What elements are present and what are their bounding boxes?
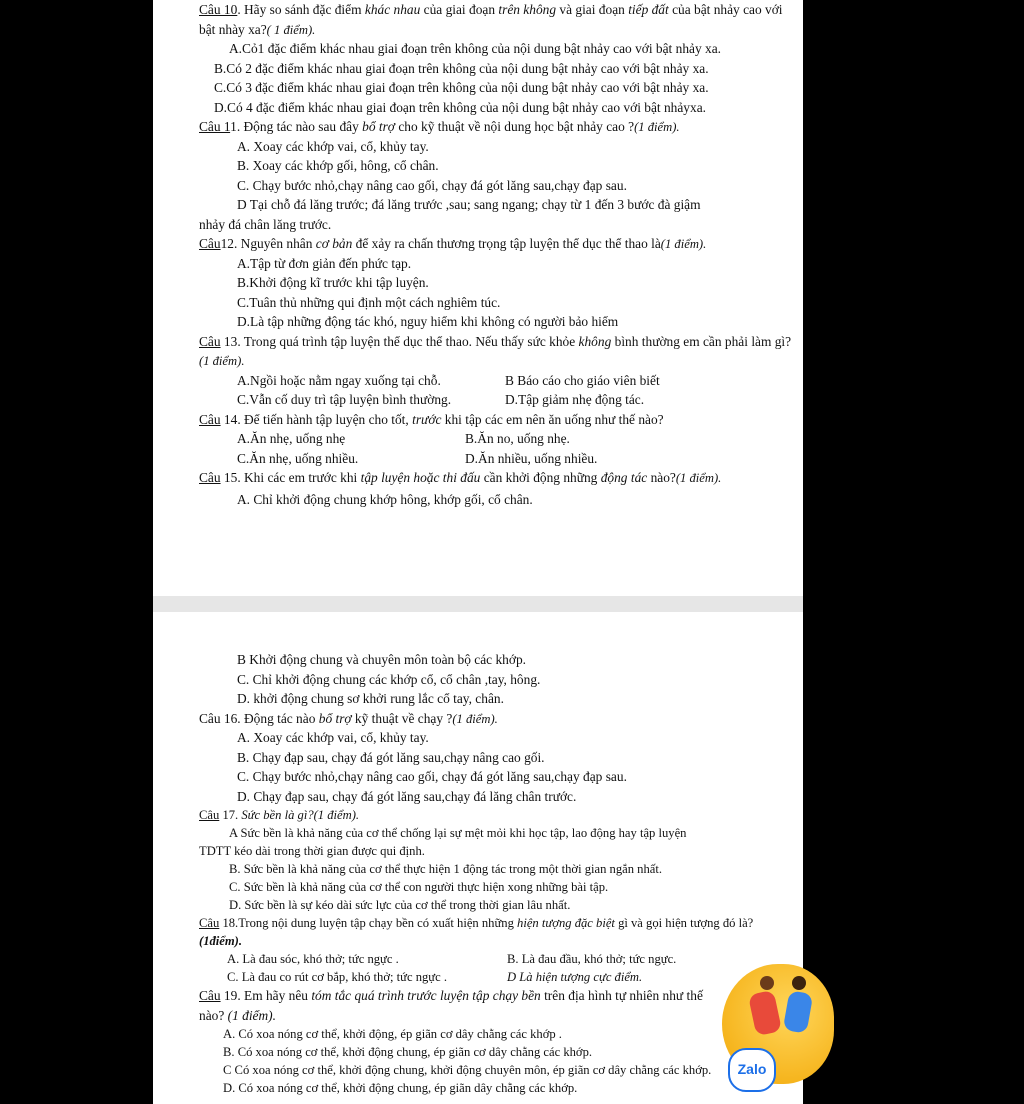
q14-options-row-1 (199, 429, 799, 449)
page-2-content (199, 650, 799, 1097)
q15-option-d: D. khởi động chung sơ khởi rung lắc cổ tay, chân. (237, 691, 504, 706)
question-11: Câu 11. Động tác nào sau đây bổ trợ cho kỹ thuật về nội dung học bật nhảy cao ?(1 điểm). (199, 119, 680, 134)
zalo-chat-button[interactable]: Zalo (728, 1048, 776, 1092)
q14-option-c: C.Ăn nhẹ, uống nhiều. (237, 450, 359, 466)
q14-option-d: D.Ăn nhiều, uống nhiều. (465, 450, 598, 466)
q18-option-a: A. Là đau sóc, khó thở; tức ngực . (227, 952, 399, 966)
q14-options-row-2 (199, 449, 799, 469)
q18-option-b: B. Là đau đầu, khó thở; tức ngực. (507, 952, 677, 966)
question-19-line-2: nào? (1 điểm). (199, 1007, 276, 1023)
q13-option-b: B Báo cáo cho giáo viên biết (505, 372, 660, 388)
question-14: Câu 14. Để tiến hành tập luyện cho tốt, trước khi tập các em nên ăn uống như thế nào? (199, 411, 664, 427)
page-2 (153, 612, 803, 1104)
q11-option-a: A. Xoay các khớp vai, cổ, khủy tay. (237, 138, 429, 154)
q19-option-b: B. Có xoa nóng cơ thể, khởi động chung, ép giãn cơ dây chằng các khớp. (223, 1045, 593, 1059)
q13-option-c: C.Vẫn cố duy trì tập luyện bình thường. (237, 392, 452, 407)
q10-option-b: B.Có 2 đặc điểm khác nhau giai đoạn trên không của nội dung bật nhảy cao với bật nhảy xa. (214, 60, 709, 76)
q17-block (199, 806, 799, 986)
q12-option-b: B.Khởi động kĩ trước khi tập luyện. (237, 275, 429, 290)
page-1 (153, 0, 803, 596)
q10-option-a: A.Cỏ1 đặc điểm khác nhau giai đoạn trên không của nội dung bật nhảy cao với bật nhảy xa. (229, 41, 721, 56)
q16-option-d: D. Chạy đạp sau, chạy đá gót lăng sau,chạy đá lăng chân trước. (237, 788, 577, 804)
q12-option-d: D.Là tập những động tác khó, nguy hiểm khi không có người bảo hiểm (237, 314, 619, 329)
q18-options-row-1 (199, 950, 799, 968)
q18-option-d: D Là hiện tượng cực điểm. (507, 970, 643, 984)
question-16: Câu 16. Động tác nào bổ trợ kỹ thuật về chạy ?(1 điểm). (199, 710, 498, 726)
question-15: Câu 15. Khi các em trước khi tập luyện hoặc thi đấu cần khởi động những động tác nào?(1 điểm). (199, 470, 722, 485)
question-10: Câu 10. Hãy so sánh đặc điểm khác nhau của giai đoạn trên không và giai đoạn tiếp đất của bật nhảy cao với bật nhày xa?( 1 điểm). (199, 2, 783, 37)
q17-option-a-continuation: TDTT kéo dài trong thời gian được qui định. (199, 844, 425, 858)
q10-option-c: C.Có 3 đặc điểm khác nhau giai đoạn trên không của nội dung bật nhảy cao với bật nhảy xa. (214, 80, 709, 95)
q15-option-a: A. Chỉ khởi động chung khớp hông, khớp gối, cổ chân. (237, 491, 533, 507)
q17-option-a: A Sức bền là khả năng của cơ thể chống lại sự mệt mỏi khi học tập, lao động hay tập luyện (229, 826, 687, 840)
q10-option-d: D.Có 4 đặc điểm khác nhau giai đoạn trên không của nội dung bật nhảy cao với bật nhảyxa. (214, 99, 706, 115)
q17-option-c: C. Sức bền là khả năng của cơ thể con người thực hiện xong những bài tập. (229, 880, 609, 894)
q16-option-a: A. Xoay các khớp vai, cổ, khủy tay. (237, 730, 429, 745)
q19-option-d: D. Có xoa nóng cơ thể, khởi động chung, ép giãn dây chằng các khớp. (223, 1081, 578, 1095)
q15-option-b: B Khởi động chung và chuyên môn toàn bộ các khớp. (237, 652, 526, 667)
page-1-content (199, 0, 799, 509)
q13-option-a: A.Ngồi hoặc nằm ngay xuống tại chỗ. (237, 372, 441, 388)
q14-option-a: A.Ăn nhẹ, uống nhẹ (237, 431, 346, 446)
runner-icon (792, 976, 806, 990)
page-gap (153, 596, 803, 612)
q15-option-c: C. Chỉ khởi động chung các khớp cổ, cổ chân ,tay, hông. (237, 671, 541, 687)
q17-option-b: B. Sức bền là khả năng của cơ thể thực hiện 1 động tác trong một thời gian ngắn nhất. (229, 862, 663, 876)
question-12: Câu12. Nguyên nhân cơ bản để xảy ra chấn thương trọng tập luyện thể dục thể thao là(1 điểm). (199, 236, 707, 251)
q11-option-d: D Tại chỗ đá lăng trước; đá lăng trước ,sau; sang ngang; chạy từ 1 đến 3 bước đà giậm (237, 197, 701, 212)
q17-option-d: D. Sức bền là sự kéo dài sức lực của cơ thể trong thời gian lâu nhất. (229, 898, 571, 912)
q14-option-b: B.Ăn no, uống nhẹ. (465, 431, 570, 446)
q16-option-b: B. Chạy đạp sau, chạy đá gót lăng sau,chạy nâng cao gối. (237, 749, 545, 765)
question-13: Câu 13. Trong quá trình tập luyện thể dục thể thao. Nếu thấy sức khỏe không bình thường em cần phải làm gì?(1 điểm). (199, 333, 792, 368)
q12-option-c: C.Tuân thủ những qui định một cách nghiêm túc. (237, 294, 501, 310)
q13-options-row-1 (199, 371, 799, 391)
q13-option-d: D.Tập giảm nhẹ động tác. (505, 392, 645, 407)
q16-option-c: C. Chạy bước nhỏ,chạy nâng cao gối, chạy đá gót lăng sau,chạy đạp sau. (237, 769, 627, 784)
q18-option-c: C. Là đau co rút cơ bắp, khó thở; tức ngực . (227, 970, 448, 984)
q11-option-b: B. Xoay các khớp gối, hông, cổ chân. (237, 158, 439, 173)
q13-options-row-2 (199, 390, 799, 410)
q19-option-c: C Có xoa nóng cơ thể, khởi động chung, khởi động chuyên môn, ép giãn cơ dây chằng các khớp. (223, 1063, 712, 1077)
q11-option-d-continuation: nhảy đá chân lăng trước. (199, 216, 332, 232)
runner-icon (760, 976, 774, 990)
question-18: Câu 18.Trong nội dung luyện tập chạy bền có xuất hiện những hiện tượng đặc biệt gì và gọi hiện tượng đó là? (1điểm). (199, 916, 754, 948)
q18-options-row-2 (199, 968, 799, 986)
q11-option-c: C. Chạy bước nhỏ,chạy nâng cao gối, chạy đá gót lăng sau,chạy đạp sau. (237, 177, 627, 193)
q12-option-a: A.Tập từ đơn giản đến phức tạp. (237, 255, 412, 271)
question-17: Câu 17. Sức bền là gì?(1 điểm). (199, 808, 360, 822)
question-19: Câu 19. Em hãy nêu tóm tắc quá trình trước luyện tập chạy bền trên địa hình tự nhiên như thế (199, 988, 703, 1003)
q19-options (199, 1025, 799, 1097)
q19-option-a: A. Có xoa nóng cơ thể, khởi động, ép giãn cơ dây chằng các khớp . (223, 1027, 562, 1041)
